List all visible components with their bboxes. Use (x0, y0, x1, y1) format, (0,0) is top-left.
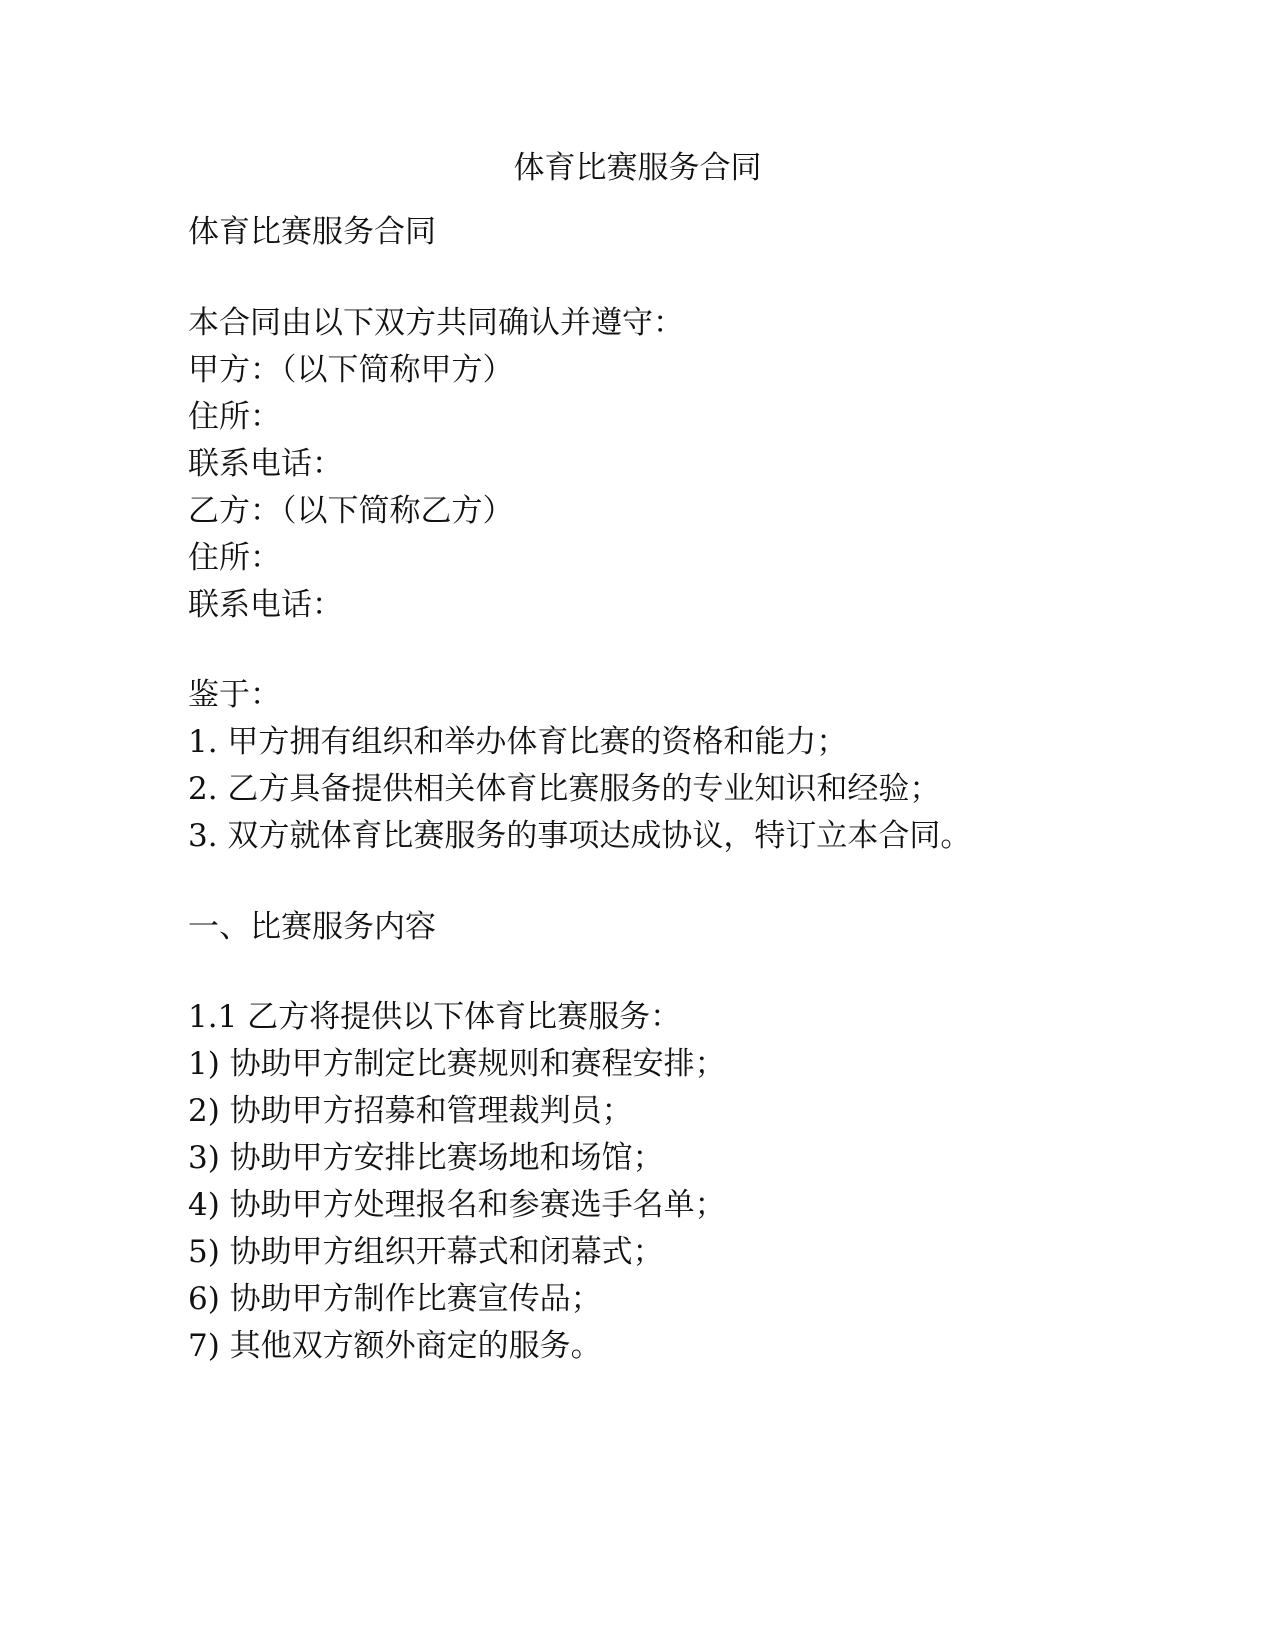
whereas-item: 2. 乙方具备提供相关体育比赛服务的专业知识和经验； (188, 771, 941, 807)
whereas-label: 鉴于： (188, 677, 281, 713)
service-item: 5) 协助甲方组织开幕式和闭幕式； (188, 1234, 664, 1270)
service-item: 2) 协助甲方招募和管理裁判员； (188, 1093, 633, 1129)
party-b-address: 住所： (188, 540, 281, 576)
service-item: 4) 协助甲方处理报名和参赛选手名单； (188, 1187, 726, 1223)
service-item: 6) 协助甲方制作比赛宣传品； (188, 1281, 602, 1317)
whereas-item: 3. 双方就体育比赛服务的事项达成协议，特订立本合同。 (188, 818, 972, 854)
clause-1-1: 1.1 乙方将提供以下体育比赛服务： (188, 999, 682, 1035)
party-b-phone: 联系电话： (188, 587, 343, 623)
whereas-item: 1. 甲方拥有组织和举办体育比赛的资格和能力； (188, 724, 848, 760)
party-a-phone: 联系电话： (188, 446, 343, 482)
party-b-name: 乙方：（以下简称乙方） (188, 493, 514, 529)
section-heading: 一、比赛服务内容 (188, 909, 436, 945)
service-item: 7) 其他双方额外商定的服务。 (188, 1328, 602, 1364)
intro-text: 本合同由以下双方共同确认并遵守： (188, 305, 684, 341)
party-a-address: 住所： (188, 399, 281, 435)
contract-heading: 体育比赛服务合同 (188, 214, 436, 250)
service-item: 1) 协助甲方制定比赛规则和赛程安排； (188, 1046, 726, 1082)
service-item: 3) 协助甲方安排比赛场地和场馆； (188, 1140, 664, 1176)
document-title: 体育比赛服务合同 (513, 150, 762, 186)
party-a-name: 甲方：（以下简称甲方） (188, 352, 514, 388)
